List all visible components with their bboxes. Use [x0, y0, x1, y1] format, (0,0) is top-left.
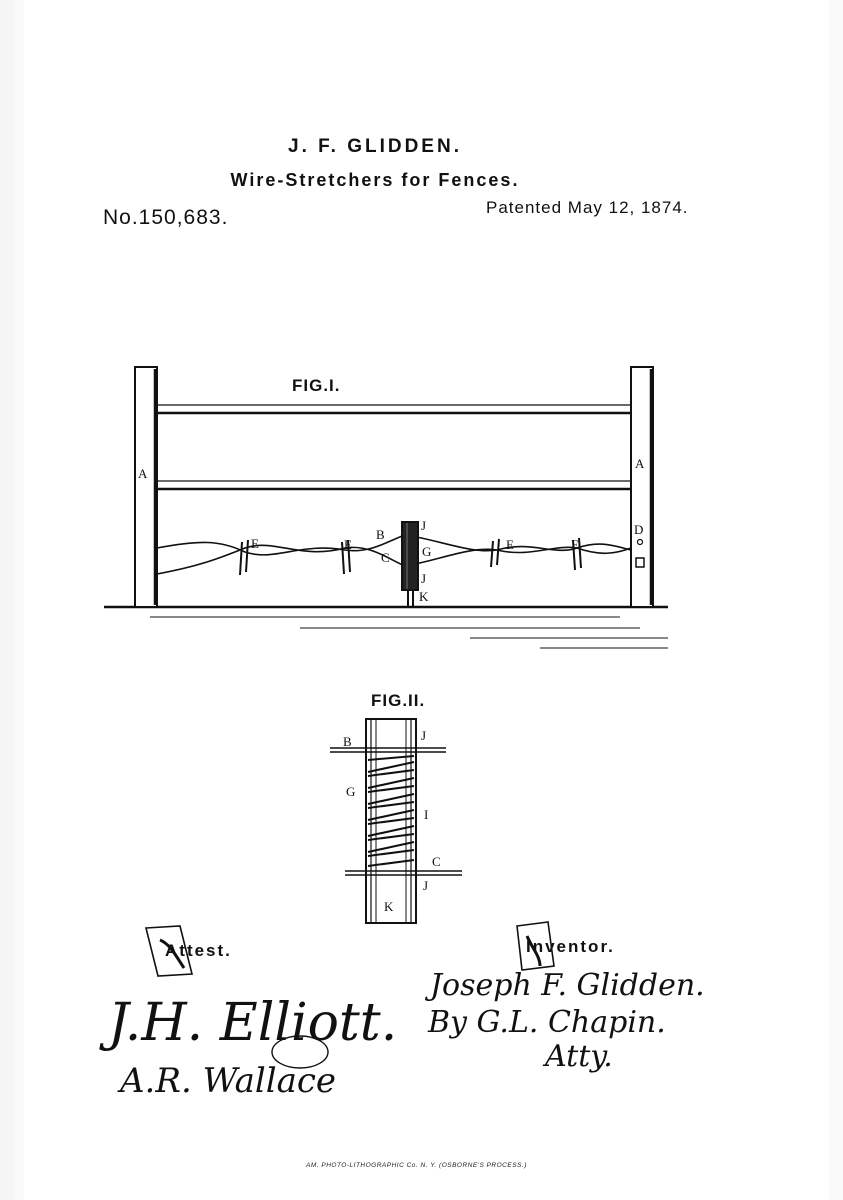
fig2-caption: FIG.II. [371, 691, 426, 710]
label-wire-c: C [381, 550, 390, 565]
signature-area [99, 922, 705, 1101]
fig1-caption: FIG.I. [292, 376, 341, 395]
inventor-signature-2: By G.L. Chapin. [428, 1005, 666, 1040]
fig1-fastener-block [636, 558, 644, 567]
label-collar: J [421, 518, 427, 533]
inventor-name: J. F. GLIDDEN. [288, 136, 462, 157]
label-stretcher: G [346, 784, 356, 799]
attest-heading: Attest. [165, 941, 232, 960]
fig1-post-right [631, 367, 653, 607]
patent-number: No.150,683. [103, 206, 229, 229]
label-fastener: D [634, 522, 644, 537]
inventor-signature-3: Atty. [545, 1039, 613, 1074]
label-barb: E [344, 537, 352, 552]
label-barb: E [251, 536, 259, 551]
fig1-post-left [135, 367, 157, 607]
footer-imprint: AM. PHOTO-LITHOGRAPHIC Co. N. Y. (OSBORNE'S PROCESS.) [306, 1162, 527, 1169]
witness-signature-2: A.R. Wallace [120, 1061, 337, 1101]
label-collar: J [421, 571, 427, 586]
label-spindle: K [419, 589, 429, 604]
label-wire-c: C [432, 854, 441, 869]
label-collar: J [421, 728, 427, 743]
label-collar: J [423, 878, 429, 893]
label-barb: E [506, 537, 514, 552]
fig1-wire-b [157, 535, 631, 555]
inventor-heading: Inventor. [526, 937, 615, 956]
label-wire-b: B [376, 527, 385, 542]
patent-title: Wire-Stretchers for Fences. [230, 170, 520, 190]
label-coil: I [424, 807, 429, 822]
figure-1 [104, 367, 668, 648]
figure-2 [330, 691, 462, 923]
label-post-right: A [635, 456, 645, 471]
fig1-stretcher [402, 522, 418, 590]
label-post-left: A [138, 466, 148, 481]
inventor-signature-1: Joseph F. Glidden. [430, 968, 705, 1003]
label-barb: E [571, 537, 579, 552]
patent-date: Patented May 12, 1874. [486, 198, 689, 217]
label-spindle: K [384, 899, 394, 914]
label-stretcher: G [422, 544, 432, 559]
label-wire-b: B [343, 734, 352, 749]
witness-signature-1: J.H. Elliott. [108, 993, 398, 1053]
